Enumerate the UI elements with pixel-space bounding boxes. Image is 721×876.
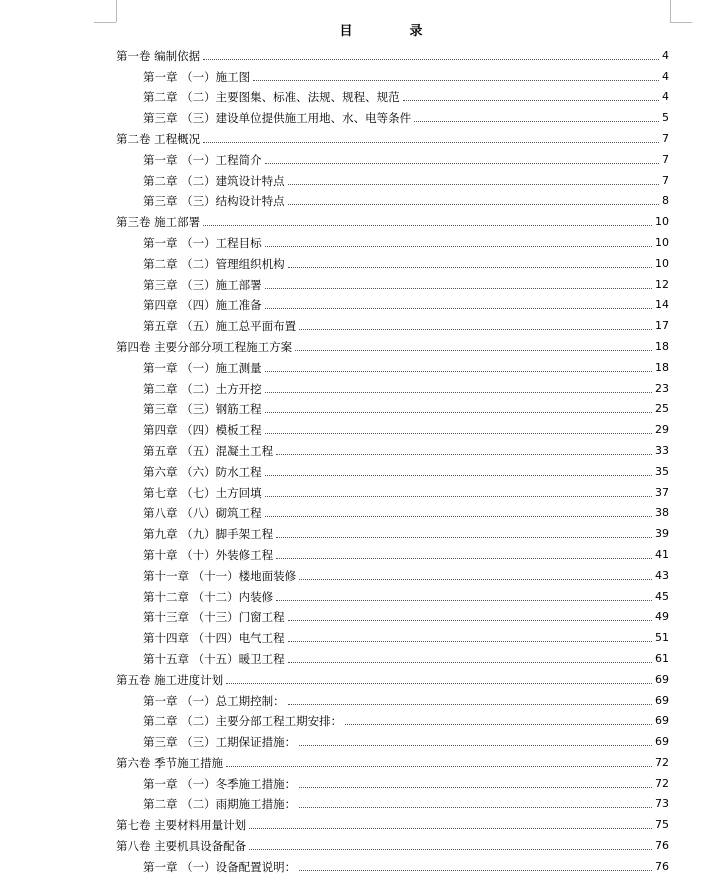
toc-entry-page-number: 33 — [655, 443, 669, 457]
toc-entry-page-number: 10 — [655, 256, 669, 270]
dot-leader — [265, 475, 652, 476]
toc-chapter-entry[interactable] — [116, 481, 669, 502]
toc-entry-page-number: 49 — [655, 610, 669, 624]
toc-chapter-entry[interactable] — [116, 169, 669, 190]
toc-entry-label: 第八卷 主要机具设备配备 — [116, 839, 247, 854]
toc-entry-label: 第四卷 主要分部分项工程施工方案 — [116, 339, 293, 354]
toc-entry-page-number: 7 — [662, 173, 669, 187]
dot-leader — [265, 412, 652, 413]
dot-leader — [288, 662, 652, 663]
dot-leader — [276, 454, 652, 455]
dot-leader — [403, 100, 659, 101]
toc-entry-label: 第七卷 主要材料用量计划 — [116, 818, 247, 833]
toc-entry-label: 第四章 （四）模板工程 — [143, 423, 262, 438]
toc-volume-entry[interactable] — [116, 834, 669, 855]
toc-entry-label: 第二章 （二）主要图集、标准、法规、规程、规范 — [143, 90, 400, 105]
toc-entry-label: 第三章 （三）工期保证措施： — [143, 735, 297, 750]
toc-entry-label: 第五章 （五）施工总平面布置 — [143, 319, 297, 334]
toc-entry-page-number: 51 — [655, 631, 669, 645]
toc-entry-page-number: 73 — [655, 797, 669, 811]
toc-entry-label: 第一章 （一）设备配置说明： — [143, 859, 297, 874]
toc-volume-entry[interactable] — [116, 44, 669, 65]
toc-entry-label: 第一章 （一）冬季施工措施： — [143, 776, 297, 791]
toc-entry-label: 第一章 （一）总工期控制： — [143, 693, 285, 708]
dot-leader — [265, 288, 652, 289]
toc-chapter-entry[interactable] — [116, 460, 669, 481]
toc-entry-label: 第二章 （二）建筑设计特点 — [143, 173, 285, 188]
toc-chapter-entry[interactable] — [116, 273, 669, 294]
toc-entry-label: 第九章 （九）脚手架工程 — [143, 527, 274, 542]
toc-entry-label: 第三章 （三）钢筋工程 — [143, 402, 262, 417]
toc-entry-page-number: 25 — [655, 402, 669, 416]
toc-entry-page-number: 69 — [655, 714, 669, 728]
toc-chapter-entry[interactable] — [116, 439, 669, 460]
toc-entry-label: 第十四章 （十四）电气工程 — [143, 631, 285, 646]
toc-entry-label: 第十三章 （十三）门窗工程 — [143, 610, 285, 625]
dot-leader — [276, 558, 652, 559]
toc-entry-label: 第三卷 施工部署 — [116, 215, 201, 230]
dot-leader — [265, 496, 652, 497]
toc-chapter-entry[interactable] — [116, 793, 669, 814]
toc-entry-label: 第六卷 季节施工措施 — [116, 755, 224, 770]
dot-leader — [288, 267, 652, 268]
toc-entry-page-number: 39 — [655, 527, 669, 541]
toc-entry-label: 第十五章 （十五）暖卫工程 — [143, 651, 285, 666]
toc-entry-page-number: 37 — [655, 485, 669, 499]
toc-chapter-entry[interactable] — [116, 148, 669, 169]
dot-leader — [288, 204, 659, 205]
dot-leader — [265, 516, 652, 517]
toc-volume-entry[interactable] — [116, 751, 669, 772]
toc-chapter-entry[interactable] — [116, 314, 669, 335]
dot-leader — [288, 184, 659, 185]
toc-chapter-entry[interactable] — [116, 86, 669, 107]
toc-chapter-entry[interactable] — [116, 65, 669, 86]
toc-volume-entry[interactable] — [116, 668, 669, 689]
dot-leader — [226, 683, 652, 684]
toc-entry-page-number: 69 — [655, 693, 669, 707]
toc-chapter-entry[interactable] — [116, 356, 669, 377]
toc-chapter-entry[interactable] — [116, 398, 669, 419]
toc-entry-label: 第八章 （八）砌筑工程 — [143, 506, 262, 521]
toc-entry-label: 第三章 （三）建设单位提供施工用地、水、电等条件 — [143, 111, 412, 126]
toc-entry-page-number: 69 — [655, 735, 669, 749]
dot-leader — [226, 766, 652, 767]
toc-volume-entry[interactable] — [116, 813, 669, 834]
toc-entry-label: 第二章 （二）管理组织机构 — [143, 256, 285, 271]
toc-chapter-entry[interactable] — [116, 294, 669, 315]
dot-leader — [265, 392, 652, 393]
toc-chapter-entry[interactable] — [116, 772, 669, 793]
toc-volume-entry[interactable] — [116, 127, 669, 148]
toc-chapter-entry[interactable] — [116, 689, 669, 710]
toc-chapter-entry[interactable] — [116, 564, 669, 585]
dot-leader — [299, 787, 652, 788]
dot-leader — [288, 704, 652, 705]
toc-entry-page-number: 12 — [655, 277, 669, 291]
toc-entry-page-number: 61 — [655, 651, 669, 665]
dot-leader — [249, 849, 652, 850]
toc-entry-page-number: 18 — [655, 339, 669, 353]
toc-title: 目 录 — [339, 24, 445, 39]
dot-leader — [265, 433, 652, 434]
toc-entry-page-number: 4 — [662, 48, 669, 62]
dot-leader — [249, 828, 652, 829]
toc-entry-page-number: 18 — [655, 360, 669, 374]
crop-mark-top-right — [670, 0, 671, 22]
toc-entry-page-number: 23 — [655, 381, 669, 395]
toc-entry-page-number: 38 — [655, 506, 669, 520]
toc-chapter-entry[interactable] — [116, 855, 669, 876]
toc-entry-page-number: 5 — [662, 111, 669, 125]
toc-chapter-entry[interactable] — [116, 522, 669, 543]
toc-entry-page-number: 8 — [662, 194, 669, 208]
toc-entry-label: 第六章 （六）防水工程 — [143, 464, 262, 479]
toc-chapter-entry[interactable] — [116, 377, 669, 398]
dot-leader — [203, 59, 659, 60]
toc-entry-page-number: 76 — [655, 859, 669, 873]
dot-leader — [414, 121, 659, 122]
dot-leader — [203, 225, 652, 226]
dot-leader — [276, 600, 652, 601]
toc-entry-page-number: 4 — [662, 90, 669, 104]
dot-leader — [265, 246, 652, 247]
toc-entry-label: 第三章 （三）结构设计特点 — [143, 194, 285, 209]
dot-leader — [299, 329, 652, 330]
dot-leader — [288, 620, 652, 621]
toc-chapter-entry[interactable] — [116, 710, 669, 731]
toc-volume-entry[interactable] — [116, 210, 669, 231]
toc-entry-page-number: 17 — [655, 319, 669, 333]
toc-entry-page-number: 14 — [655, 298, 669, 312]
toc-entry-page-number: 7 — [662, 131, 669, 145]
toc-chapter-entry[interactable] — [116, 502, 669, 523]
dot-leader — [299, 807, 652, 808]
toc-chapter-entry[interactable] — [116, 252, 669, 273]
toc-entry-label: 第二章 （二）雨期施工措施： — [143, 797, 297, 812]
toc-entry-label: 第十二章 （十二）内装修 — [143, 589, 274, 604]
toc-chapter-entry[interactable] — [116, 418, 669, 439]
table-of-contents — [116, 44, 669, 876]
toc-entry-page-number: 72 — [655, 776, 669, 790]
toc-entry-label: 第一章 （一）工程目标 — [143, 235, 262, 250]
toc-entry-label: 第二章 （二）土方开挖 — [143, 381, 262, 396]
toc-entry-label: 第二章 （二）主要分部工程工期安排： — [143, 714, 343, 729]
toc-entry-page-number: 41 — [655, 547, 669, 561]
toc-chapter-entry[interactable] — [116, 585, 669, 606]
toc-entry-page-number: 10 — [655, 215, 669, 229]
toc-chapter-entry[interactable] — [116, 647, 669, 668]
toc-entry-page-number: 76 — [655, 839, 669, 853]
toc-chapter-entry[interactable] — [116, 190, 669, 211]
toc-entry-label: 第五章 （五）混凝土工程 — [143, 443, 274, 458]
toc-entry-page-number: 75 — [655, 818, 669, 832]
toc-entry-page-number: 69 — [655, 672, 669, 686]
toc-chapter-entry[interactable] — [116, 606, 669, 627]
dot-leader — [265, 308, 652, 309]
dot-leader — [345, 724, 652, 725]
crop-mark-top-left — [116, 0, 117, 22]
toc-entry-page-number: 7 — [662, 152, 669, 166]
toc-entry-page-number: 29 — [655, 423, 669, 437]
dot-leader — [203, 142, 659, 143]
dot-leader — [276, 537, 652, 538]
dot-leader — [299, 579, 652, 580]
toc-chapter-entry[interactable] — [116, 106, 669, 127]
toc-entry-label: 第二卷 工程概况 — [116, 131, 201, 146]
toc-entry-label: 第七章 （七）土方回填 — [143, 485, 262, 500]
toc-entry-label: 第一卷 编制依据 — [116, 48, 201, 63]
toc-entry-label: 第十章 （十）外装修工程 — [143, 547, 274, 562]
dot-leader — [299, 745, 652, 746]
dot-leader — [265, 163, 659, 164]
toc-chapter-entry[interactable] — [116, 730, 669, 751]
toc-entry-page-number: 72 — [655, 755, 669, 769]
toc-entry-label: 第十一章 （十一）楼地面装修 — [143, 568, 297, 583]
dot-leader — [288, 641, 652, 642]
toc-entry-page-number: 10 — [655, 235, 669, 249]
toc-entry-page-number: 4 — [662, 69, 669, 83]
toc-entry-label: 第五卷 施工进度计划 — [116, 672, 224, 687]
toc-entry-label: 第一章 （一）施工测量 — [143, 360, 262, 375]
toc-entry-page-number: 45 — [655, 589, 669, 603]
toc-entry-label: 第一章 （一）工程简介 — [143, 152, 262, 167]
toc-chapter-entry[interactable] — [116, 231, 669, 252]
dot-leader — [253, 80, 659, 81]
dot-leader — [299, 870, 652, 871]
toc-entry-label: 第一章 （一）施工图 — [143, 69, 251, 84]
dot-leader — [295, 350, 652, 351]
toc-entry-page-number: 43 — [655, 568, 669, 582]
toc-chapter-entry[interactable] — [116, 543, 669, 564]
toc-volume-entry[interactable] — [116, 335, 669, 356]
toc-chapter-entry[interactable] — [116, 626, 669, 647]
toc-entry-label: 第四章 （四）施工准备 — [143, 298, 262, 313]
dot-leader — [265, 371, 652, 372]
toc-entry-page-number: 35 — [655, 464, 669, 478]
toc-entry-label: 第三章 （三）施工部署 — [143, 277, 262, 292]
